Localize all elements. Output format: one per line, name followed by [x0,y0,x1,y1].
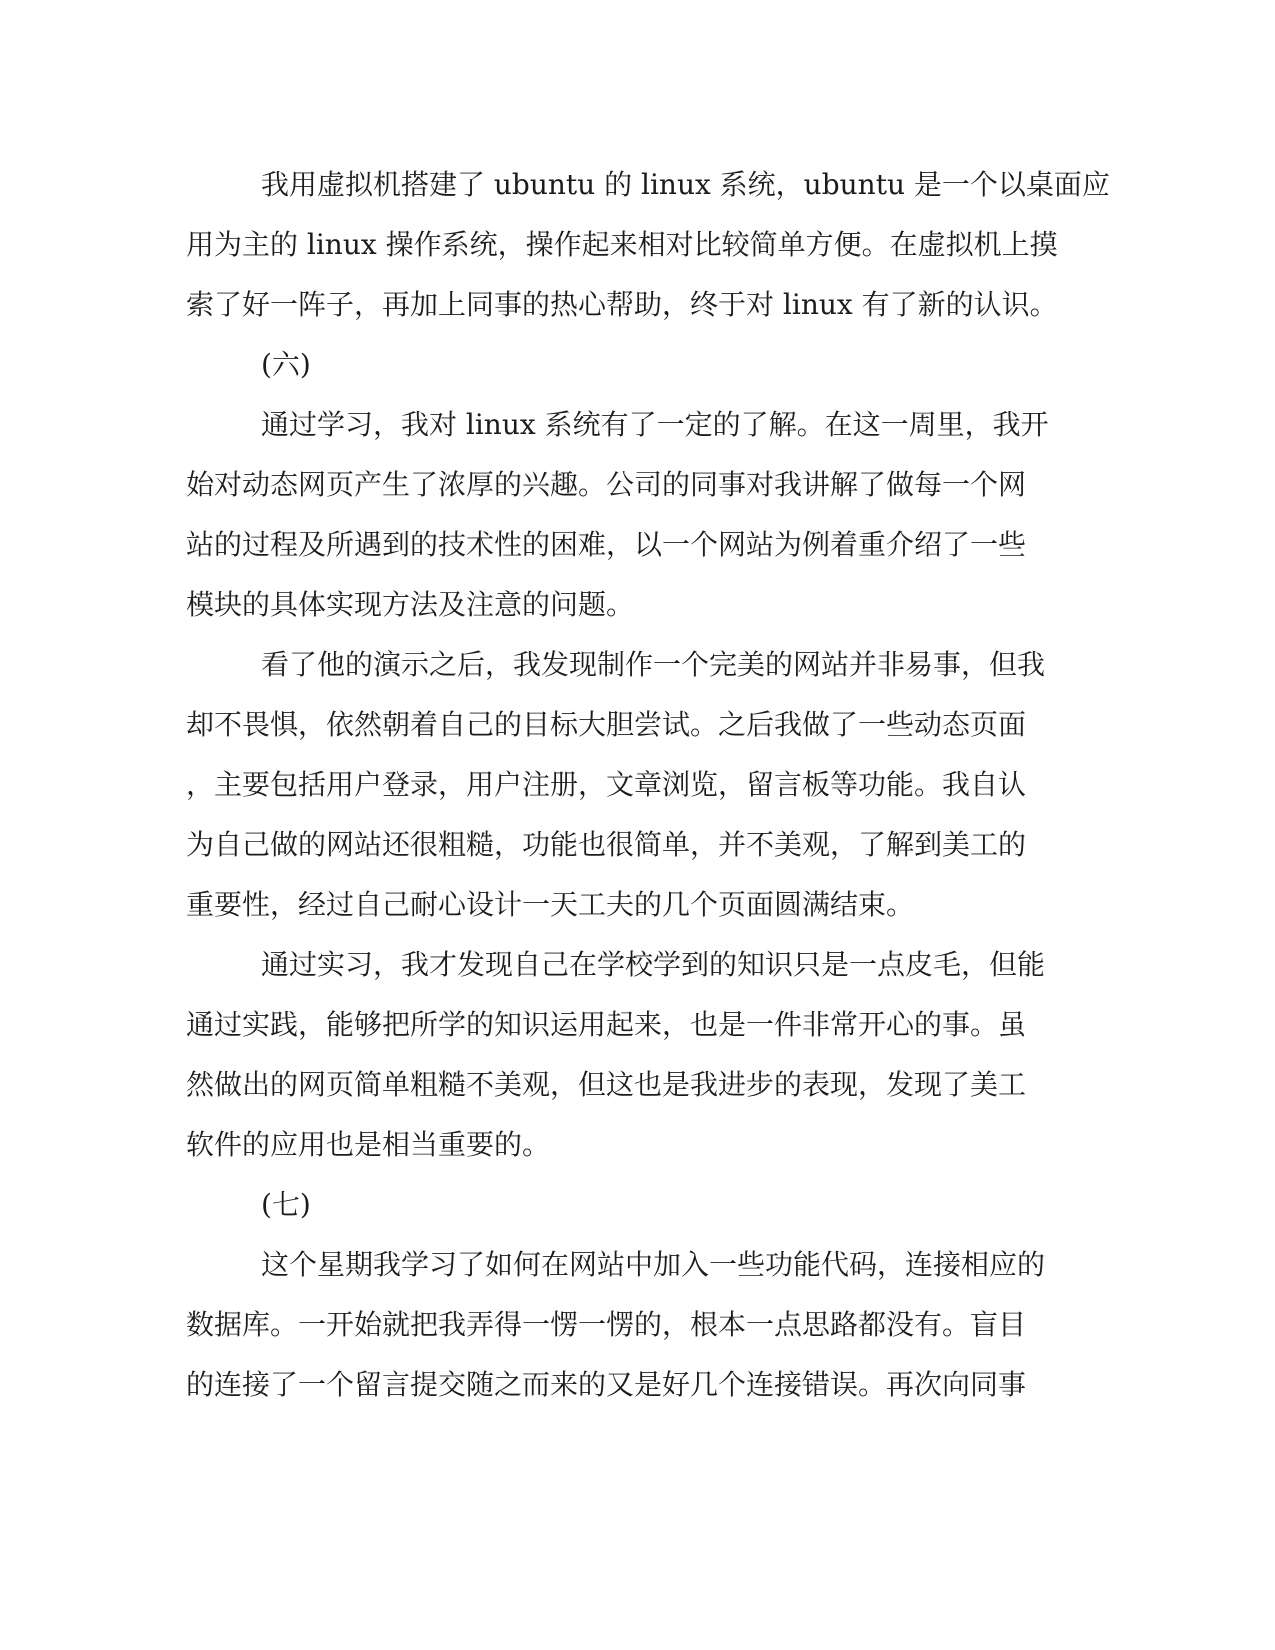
paragraph-line: 站的过程及所遇到的技术性的困难，以一个网站为例着重介绍了一些 [186,528,1027,561]
paragraph-line: 却不畏惧，依然朝着自己的目标大胆尝试。之后我做了一些动态页面 [186,708,1027,741]
paragraph-line: 通过学习，我对 linux 系统有了一定的了解。在这一周里，我开 [261,408,1049,441]
document-body [186,155,1110,1415]
paragraph-line: 然做出的网页简单粗糙不美观，但这也是我进步的表现，发现了美工 [186,1068,1027,1101]
paragraph-line: 始对动态网页产生了浓厚的兴趣。公司的同事对我讲解了做每一个网 [186,468,1027,501]
paragraph-line: 看了他的演示之后，我发现制作一个完美的网站并非易事，但我 [261,648,1046,681]
paragraph-line: ，主要包括用户登录，用户注册，文章浏览，留言板等功能。我自认 [186,768,1027,801]
section-heading-six: (六) [261,348,311,381]
paragraph-line: 的连接了一个留言提交随之而来的又是好几个连接错误。再次向同事 [186,1368,1027,1401]
paragraph-line: 数据库。一开始就把我弄得一愣一愣的，根本一点思路都没有。盲目 [186,1308,1027,1341]
paragraph-line: 软件的应用也是相当重要的。 [186,1128,551,1161]
paragraph-line: 用为主的 linux 操作系统，操作起来相对比较简单方便。在虚拟机上摸 [186,228,1058,261]
section-heading-seven: (七) [261,1188,311,1221]
paragraph-line: 模块的具体实现方法及注意的问题。 [186,588,635,621]
paragraph-line: 我用虚拟机搭建了 ubuntu 的 linux 系统，ubuntu 是一个以桌面应 [261,168,1110,201]
paragraph-line: 索了好一阵子，再加上同事的热心帮助，终于对 linux 有了新的认识。 [186,288,1058,321]
paragraph-line: 这个星期我学习了如何在网站中加入一些功能代码，连接相应的 [261,1248,1046,1281]
paragraph-line: 通过实习，我才发现自己在学校学到的知识只是一点皮毛，但能 [261,948,1046,981]
paragraph-line: 通过实践，能够把所学的知识运用起来，也是一件非常开心的事。虽 [186,1008,1027,1041]
paragraph-line: 重要性，经过自己耐心设计一天工夫的几个页面圆满结束。 [186,888,915,921]
paragraph-line: 为自己做的网站还很粗糙，功能也很简单，并不美观，了解到美工的 [186,828,1027,861]
